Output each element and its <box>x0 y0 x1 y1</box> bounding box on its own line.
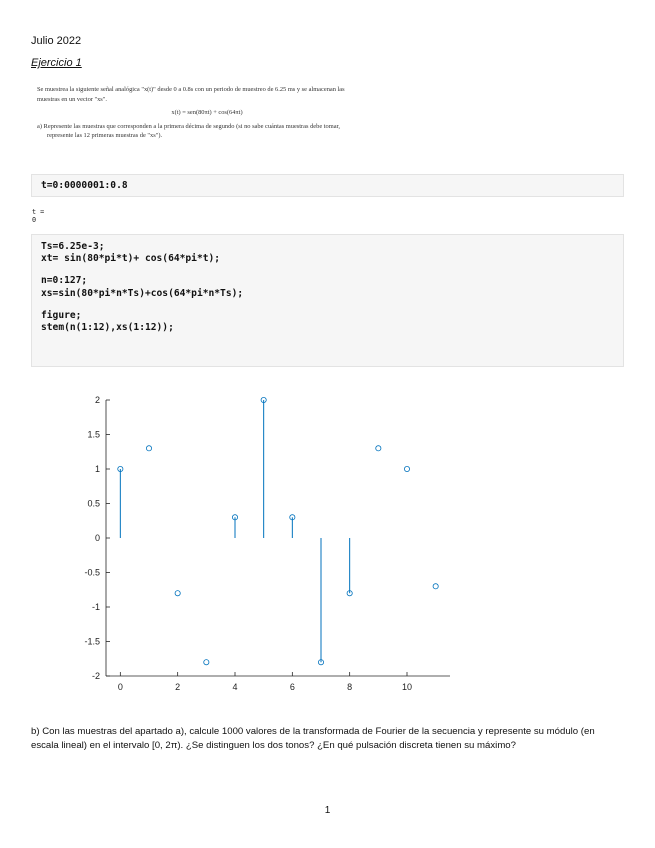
code-output <box>32 208 44 224</box>
stem-marker <box>204 660 209 665</box>
page-number: 1 <box>324 805 331 816</box>
statement-intro: Se muestrea la siguiente señal analógica "x(t)" desde 0 a 0.8s con un periodo de muestreo de 6.25 ms y se almacenan las muestras en un vector "xs". <box>37 86 345 103</box>
y-tick-label: -0.5 <box>84 567 100 578</box>
stem-plot <box>60 388 460 698</box>
y-tick-label: -2 <box>91 671 100 681</box>
y-tick-label: -1.5 <box>84 636 100 647</box>
stem-marker <box>146 446 151 451</box>
stem-marker <box>433 584 438 589</box>
y-tick-label: 0 <box>94 533 100 543</box>
problem-statement <box>37 85 347 141</box>
y-tick-label: 2 <box>94 395 100 405</box>
code-line: n=0:127; <box>41 275 88 287</box>
statement-part-a: a) Represente las muestras que corresponden a la primera décima de segundo (si no sabe cuántas muestras debe tomar, represente las 12 primeras muestras de "xs"). <box>37 122 341 139</box>
page-header-date: Julio 2022 <box>31 35 82 47</box>
y-tick-label: 0.5 <box>87 498 100 509</box>
signal-equation: x(t) = sen(80πt) + cos(64πt) <box>171 109 243 116</box>
y-tick-label: -1 <box>91 602 100 612</box>
stem-marker <box>376 446 381 451</box>
x-tick-label: 2 <box>175 682 181 692</box>
x-tick-label: 8 <box>347 682 353 692</box>
code-cell-time-vector[interactable] <box>31 174 624 197</box>
x-tick-label: 10 <box>401 682 413 692</box>
x-tick-label: 0 <box>117 682 123 692</box>
x-tick-label: 6 <box>289 682 295 692</box>
output-line: 0 <box>32 216 37 224</box>
code-cell-sampling[interactable] <box>31 234 624 367</box>
code-line: xt= sin(80*pi*t)+ cos(64*pi*t); <box>41 253 221 265</box>
code-line: figure; <box>41 309 82 321</box>
y-tick-label: 1 <box>94 464 100 474</box>
x-tick-label: 4 <box>232 682 238 692</box>
code-line: Ts=6.25e-3; <box>41 241 105 252</box>
code-line: stem(n(1:12),xs(1:12)); <box>41 322 174 334</box>
code-line: t=0:0000001:0.8 <box>41 180 128 191</box>
section-title: Ejercicio 1 <box>31 57 82 69</box>
code-line: xs=sin(80*pi*n*Ts)+cos(64*pi*n*Ts); <box>41 287 244 299</box>
stem-marker <box>175 591 180 596</box>
stem-marker <box>404 466 409 471</box>
output-line: t = <box>32 208 45 216</box>
y-tick-label: 1.5 <box>87 429 100 440</box>
part-b-text: b) Con las muestras del apartado a), calcule 1000 valores de la transformada de Fourier de la secuencia y represente su módulo (en escala lineal) en el intervalo [0, 2π). ¿Se distinguen los dos tonos? ¿En qué pulsación discreta tienen su máximo? <box>31 726 595 751</box>
